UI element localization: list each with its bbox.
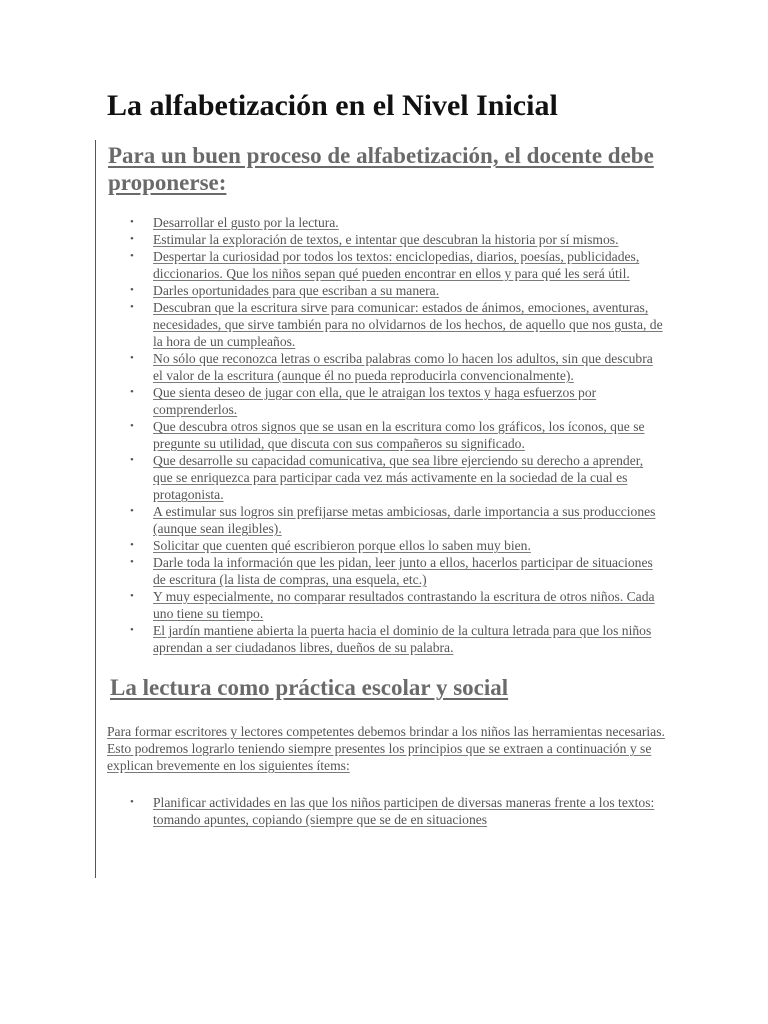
bullet-list-docente [96,214,676,656]
list-item: • Darle toda la información que les pidan, leer junto a ellos, hacerlos participar de situaciones de escritura (la lista de compras, una esquela, etc.) [130,555,653,587]
bullet-icon: • [130,301,134,313]
bullet-icon: • [130,796,134,808]
section-heading-alfabetizacion [96,142,668,196]
bullet-icon: • [130,216,134,228]
section-heading-lectura [96,674,676,701]
list-item: • Que sienta deseo de jugar con ella, que le atraigan los textos y haga esfuerzos por comprenderlos. [130,385,597,417]
bullet-icon: • [130,624,134,636]
section-heading-text: Para un buen proceso de alfabetización, el docente debe proponerse: [108,143,654,195]
bullet-icon: • [130,284,134,296]
list-item: • Solicitar que cuenten qué escribieron porque ellos lo saben muy bien. [130,538,531,553]
list-item: • Despertar la curiosidad por todos los textos: enciclopedias, diarios, poesías, publicidades, diccionarios. Que los niños sepan qué pueden encontrar en ellos y para qué les será útil. [130,249,640,281]
bullet-icon: • [130,539,134,551]
bullet-icon: • [130,420,134,432]
bullet-list-lectura [96,794,676,828]
list-item: • Descubran que la escritura sirve para comunicar: estados de ánimos, emociones, aventuras, necesidades, que sirve también para no olvidarnos de los hechos, de aquello que nos gusta, de la hora de un cumpleaños. [130,300,663,349]
list-item: • Que descubra otros signos que se usan en la escritura como los gráficos, los íconos, que se pregunte su utilidad, que discuta con sus compañeros su significado. [130,419,645,451]
bullet-icon: • [130,590,134,602]
document-body [95,140,676,878]
list-item: • No sólo que reconozca letras o escriba palabras como lo hacen los adultos, sin que descubra el valor de la escritura (aunque él no pueda reproducirla convencionalmente). [130,351,653,383]
list-item: • Que desarrolle su capacidad comunicativa, que sea libre ejerciendo su derecho a aprender, que se enriquezca para participar cada vez más activamente en la sociedad de la cual es protagonista. [130,453,644,502]
bullet-icon: • [130,250,134,262]
bullet-icon: • [130,505,134,517]
list-item: • Darles oportunidades para que escriban a su manera. [130,283,440,298]
bullet-icon: • [130,386,134,398]
list-item: • Planificar actividades en las que los niños participen de diversas maneras frente a los textos: tomando apuntes, copiando (siempre que se de en situaciones [130,795,655,827]
list-item: • Estimular la exploración de textos, e intentar que descubran la historia por sí mismos. [130,232,619,247]
intro-paragraph [96,723,667,774]
section-heading-text: La lectura como práctica escolar y social [110,675,509,700]
bullet-icon: • [130,454,134,466]
list-item: • El jardín mantiene abierta la puerta hacia el dominio de la cultura letrada para que los niños aprendan a ser ciudadanos libres, dueños de su palabra. [130,623,652,655]
page-title: La alfabetización en el Nivel Inicial [107,89,558,122]
list-item: • A estimular sus logros sin prefijarse metas ambiciosas, darle importancia a sus producciones (aunque sean ilegibles). [130,504,656,536]
bullet-icon: • [130,233,134,245]
list-item: • Y muy especialmente, no comparar resultados contrastando la escritura de otros niños. Cada uno tiene su tiempo. [130,589,655,621]
bullet-icon: • [130,352,134,364]
list-item: • Desarrollar el gusto por la lectura. [130,215,339,230]
bullet-icon: • [130,556,134,568]
paragraph-text: Para formar escritores y lectores competentes debemos brindar a los niños las herramientas necesarias. Esto podremos lograrlo teniendo siempre presentes los principios que se extraen a continuación y se explican brevemente en los siguientes ítems: [107,724,665,773]
